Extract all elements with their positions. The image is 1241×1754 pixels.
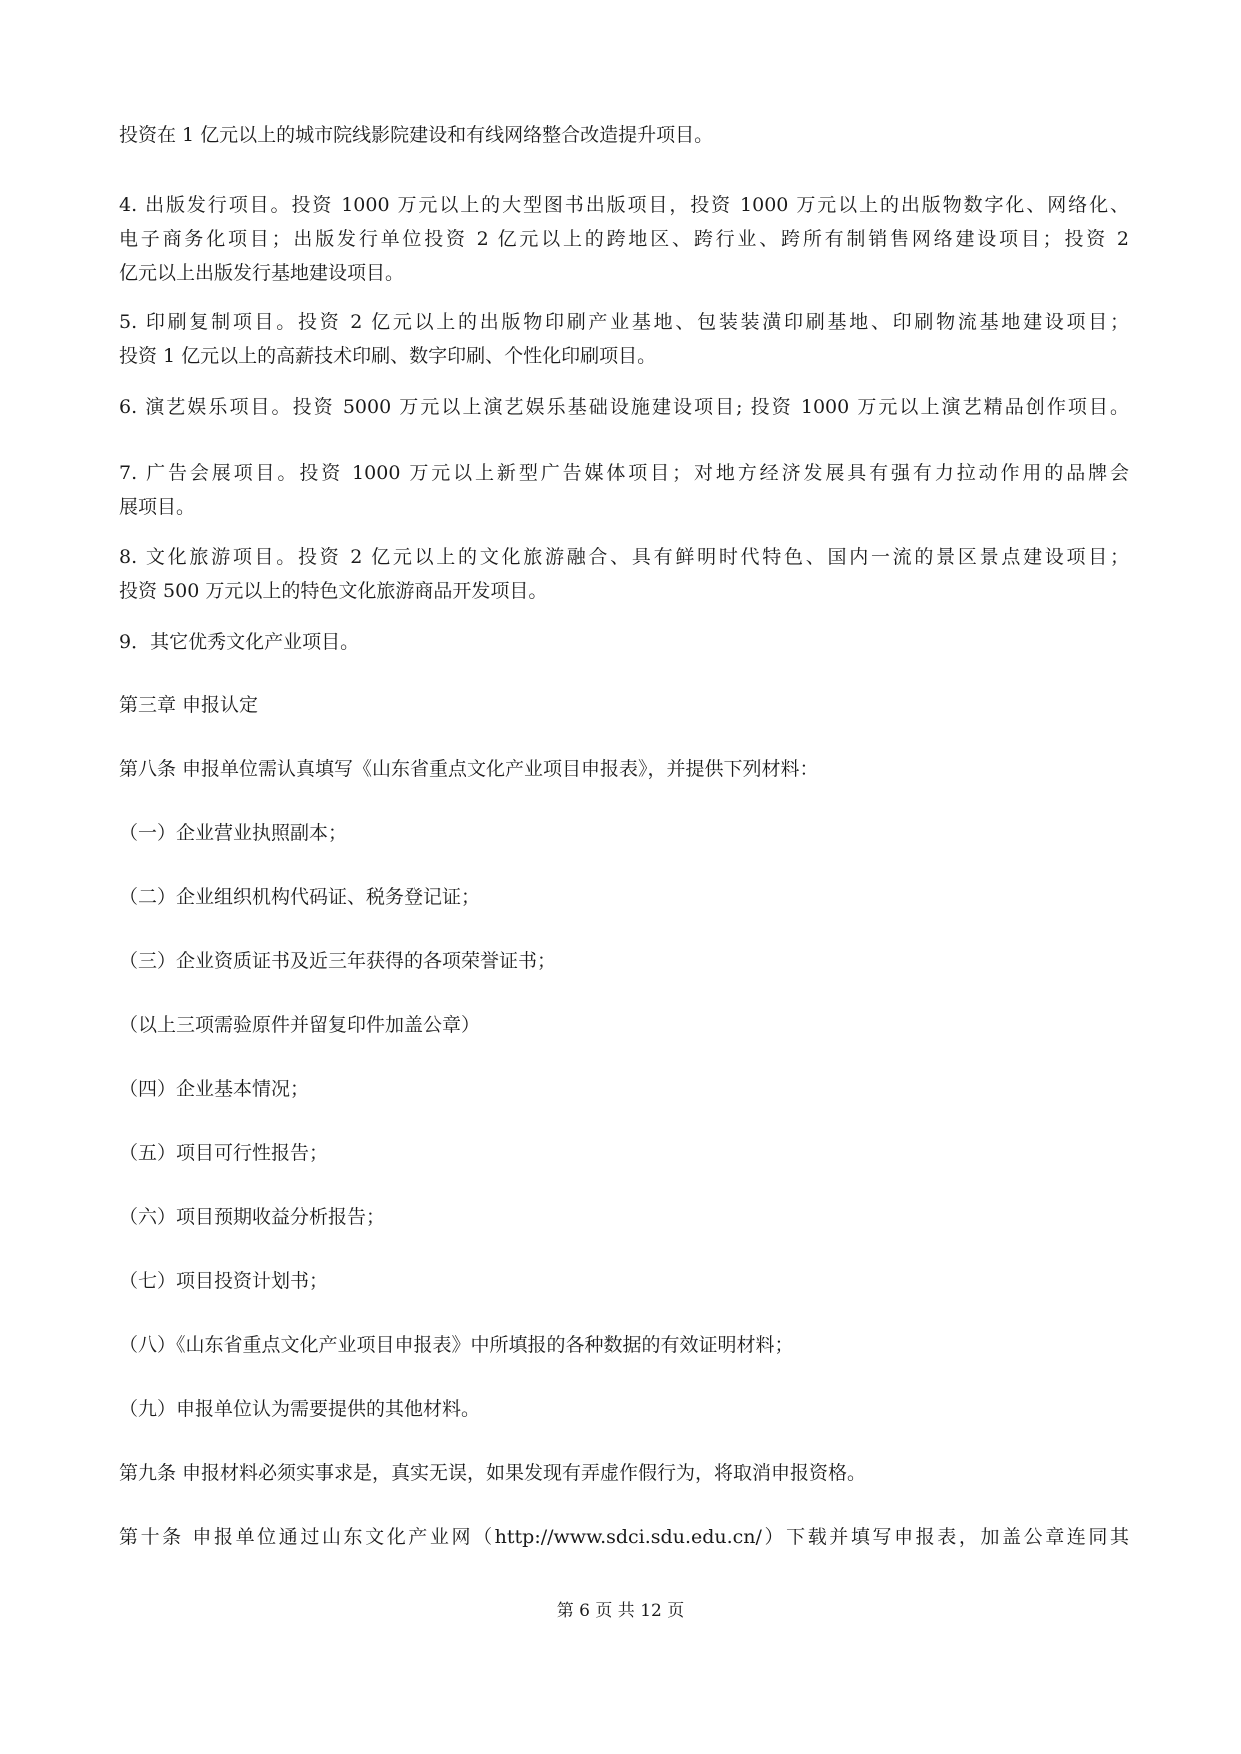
text-line: 4. 出版发行项目。投资 1000 万元以上的大型图书出版项目，投资 1000 万元以上的出版物数字化、网络化、 xyxy=(119,194,1129,216)
text-line: 6. 演艺娱乐项目。投资 5000 万元以上演艺娱乐基础设施建设项目; 投资 1000 万元以上演艺精品创作项目。 xyxy=(119,396,1129,418)
list-item-5 xyxy=(119,1136,1129,1170)
text-line: （四）企业基本情况； xyxy=(119,1078,310,1100)
text-line: （六）项目预期收益分析报告； xyxy=(119,1206,386,1228)
text-line: （九）申报单位认为需要提供的其他材料。 xyxy=(119,1398,481,1420)
text-line: 第八条 申报单位需认真填写《山东省重点文化产业项目申报表》，并提供下列材料： xyxy=(119,758,819,780)
article-9 xyxy=(119,1456,1129,1490)
paragraph-item-8-tourism xyxy=(119,540,1129,608)
text-line: 7. 广告会展项目。投资 1000 万元以上新型广告媒体项目；对地方经济发展具有强有力拉动作用的品牌会 xyxy=(119,462,1129,484)
text-line: 第九条 申报材料必须实事求是，真实无误，如果发现有弄虚作假行为，将取消申报资格。 xyxy=(119,1462,867,1484)
text-line: （三）企业资质证书及近三年获得的各项荣誉证书； xyxy=(119,950,557,972)
list-item-9 xyxy=(119,1392,1129,1426)
text-line: （一）企业营业执照副本； xyxy=(119,822,348,844)
text-line: （五）项目可行性报告； xyxy=(119,1142,329,1164)
list-item-3 xyxy=(119,944,1129,978)
paragraph-item-6-performance xyxy=(119,390,1129,424)
page-number-footer: 第 6 页 共 12 页 xyxy=(556,1601,685,1621)
paragraph-item-9-other xyxy=(119,625,1129,659)
article-10 xyxy=(119,1520,1129,1554)
paragraph-item-7-advertising xyxy=(119,456,1129,524)
text-line: 5. 印刷复制项目。投资 2 亿元以上的出版物印刷产业基地、包装装潢印刷基地、印刷物流基地建设项目； xyxy=(119,311,1129,333)
article-8 xyxy=(119,752,1129,786)
list-item-8 xyxy=(119,1328,1129,1362)
chapter-heading xyxy=(119,688,1129,722)
text-line: 展项目。 xyxy=(119,496,196,518)
text-line: （七）项目投资计划书； xyxy=(119,1270,329,1292)
paragraph-item-4-publishing xyxy=(119,188,1129,290)
text-line: 投资 500 万元以上的特色文化旅游商品开发项目。 xyxy=(119,580,548,602)
text-line: 第三章 申报认定 xyxy=(119,694,259,716)
text-line: 电子商务化项目；出版发行单位投资 2 亿元以上的跨地区、跨行业、跨所有制销售网络建设项目；投资 2 xyxy=(119,228,1129,250)
text-line: （八）《山东省重点文化产业项目申报表》中所填报的各种数据的有效证明材料； xyxy=(119,1334,794,1356)
text-line: 亿元以上出版发行基地建设项目。 xyxy=(119,262,405,284)
list-note xyxy=(119,1008,1129,1042)
text-line: 第十条 申报单位通过山东文化产业网（http://www.sdci.sdu.edu.cn/）下载并填写申报表，加盖公章连同其 xyxy=(119,1526,1129,1548)
text-line: 投资 1 亿元以上的高薪技术印刷、数字印刷、个性化印刷项目。 xyxy=(119,345,657,367)
list-item-1 xyxy=(119,816,1129,850)
text-line: 8. 文化旅游项目。投资 2 亿元以上的文化旅游融合、具有鲜明时代特色、国内一流的景区景点建设项目； xyxy=(119,546,1129,568)
paragraph-cinema-investment xyxy=(119,118,1129,152)
text-line: 投资在 1 亿元以上的城市院线影院建设和有线网络整合改造提升项目。 xyxy=(119,124,714,146)
text-line: 9．其它优秀文化产业项目。 xyxy=(119,631,360,653)
list-item-4 xyxy=(119,1072,1129,1106)
paragraph-item-5-printing xyxy=(119,305,1129,373)
list-item-6 xyxy=(119,1200,1129,1234)
list-item-7 xyxy=(119,1264,1129,1298)
text-line: （以上三项需验原件并留复印件加盖公章） xyxy=(119,1014,481,1036)
text-line: （二）企业组织机构代码证、税务登记证； xyxy=(119,886,481,908)
list-item-2 xyxy=(119,880,1129,914)
